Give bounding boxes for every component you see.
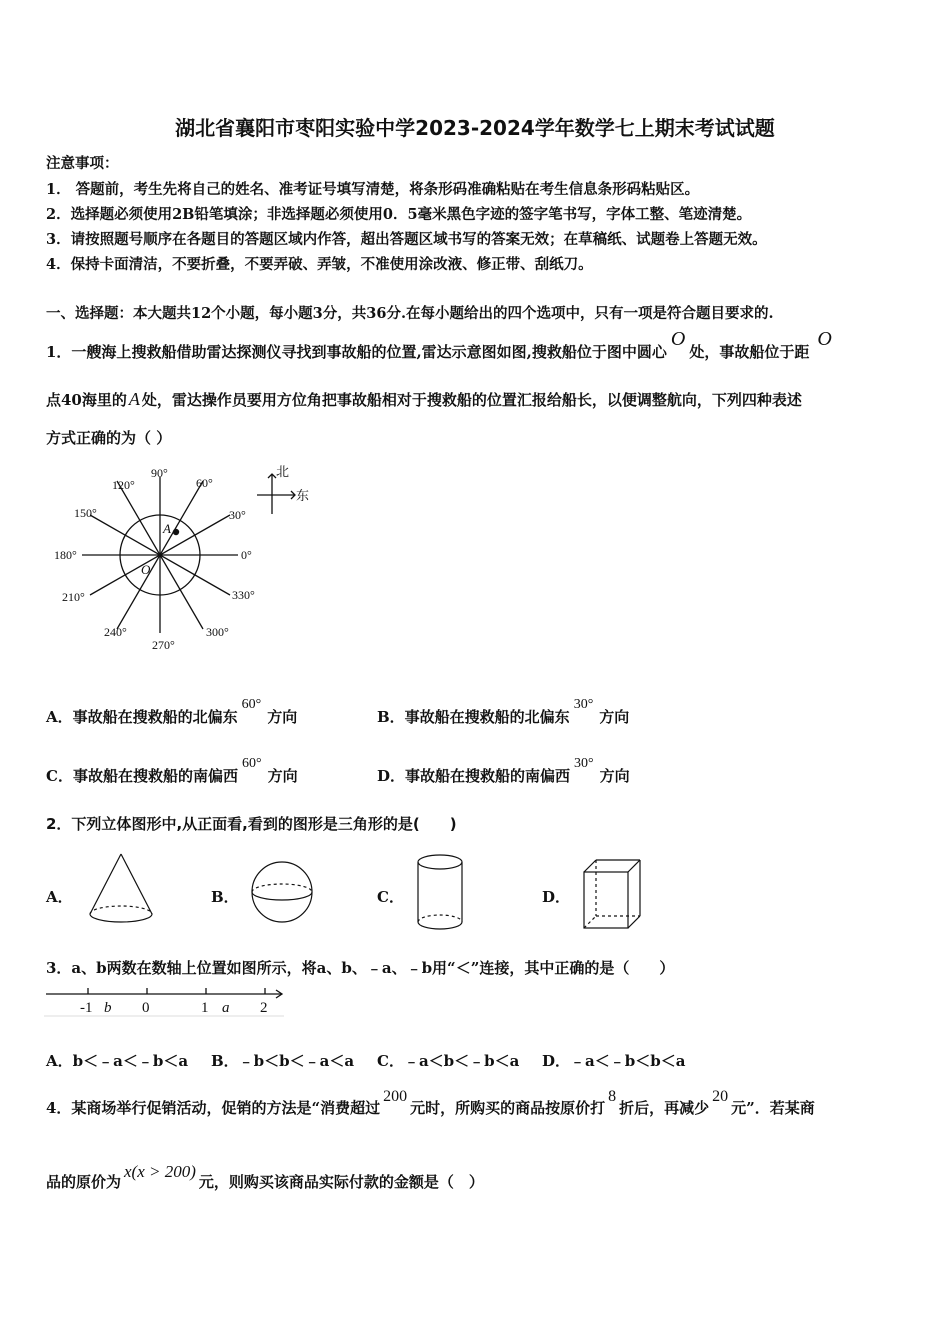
q2-text: 2．下列立体图形中,从正面看,看到的图形是三角形的是( )	[46, 815, 457, 833]
notice-item-1: 1． 答题前，考生先将自己的姓名、准考证号填写清楚，将条形码准确粘贴在考生信息条形码粘贴区。	[46, 181, 700, 198]
q4-text-1d: 元”．若某商	[731, 1099, 815, 1117]
angle-label-210: 210°	[62, 590, 85, 604]
q2-option-b-label[interactable]: B．	[211, 888, 239, 906]
q1-line-1	[46, 328, 832, 363]
notice-item-4: 4．保持卡面清洁，不要折叠，不要弄破、弄皱，不准使用涂改液、修正带、刮纸刀。	[46, 256, 593, 273]
q1-option-b-value: 30°	[573, 697, 594, 712]
axis-tick-1: 1	[201, 1000, 209, 1016]
q1-option-a-suffix: 方向	[267, 708, 298, 726]
angle-label-240: 240°	[104, 625, 127, 639]
axis-label-b: b	[104, 1000, 112, 1016]
q4-value-20: 20	[712, 1088, 729, 1105]
cuboid-shape	[580, 856, 644, 932]
q3-option-a[interactable]: A．b＜﹣a＜﹣b＜a	[46, 1052, 189, 1070]
angle-label-300: 300°	[206, 625, 229, 639]
q1-var-o-2: O	[817, 328, 832, 350]
section-heading: 一、选择题：本大题共12个小题，每小题3分，共36分.在每小题给出的四个选项中，只有一项是符合题目要求的.	[46, 305, 774, 322]
q2-option-c-label[interactable]: C．	[377, 888, 404, 906]
q1-var-a: A	[128, 389, 140, 409]
q3-option-d[interactable]: D．﹣a＜﹣b＜b＜a	[542, 1052, 686, 1070]
cone-shape	[86, 850, 156, 932]
q4-value-8: 8	[608, 1088, 617, 1105]
q1-text-1b: 处，事故船位于距	[689, 343, 810, 361]
q1-text-2b: 处，雷达操作员要用方位角把事故船相对于搜救船的位置汇报给船长，以便调整航向，下列四种表述	[141, 391, 802, 409]
sphere-shape	[245, 860, 320, 925]
q3-text: 3．a、b两数在数轴上位置如图所示，将a、b、﹣a、﹣b用“＜”连接，其中正确的是（ ）	[46, 959, 675, 977]
east-label: 东	[296, 488, 310, 503]
q3-option-b[interactable]: B．﹣b＜b＜﹣a＜a	[211, 1052, 355, 1070]
angle-label-150: 150°	[74, 506, 97, 520]
q1-option-d-suffix: 方向	[599, 767, 630, 785]
q4-line-2	[46, 1162, 484, 1192]
cylinder-shape	[412, 852, 468, 934]
notice-heading: 注意事项：	[46, 155, 119, 172]
q4-expression: x(x > 200)	[124, 1162, 196, 1181]
angle-label-330: 330°	[232, 588, 255, 602]
axis-tick-minus-1: -1	[80, 1000, 93, 1016]
angle-label-0: 0°	[241, 548, 252, 562]
angle-label-120: 120°	[112, 478, 135, 492]
angle-label-30: 30°	[229, 508, 246, 522]
q1-option-b-text: B．事故船在搜救船的北偏东	[377, 708, 570, 726]
q2-option-d-label[interactable]: D．	[542, 888, 571, 906]
q1-var-o: O	[670, 328, 686, 350]
notice-item-3: 3．请按照题号顺序在各题目的答题区域内作答，超出答题区域书写的答案无效；在草稿纸、试题卷上答题无效。	[46, 231, 767, 248]
q2-option-a-label[interactable]: A．	[46, 888, 73, 906]
angle-label-270: 270°	[152, 638, 175, 652]
q1-option-b-suffix: 方向	[599, 708, 630, 726]
q1-line-2	[46, 389, 802, 410]
page-title: 湖北省襄阳市枣阳实验中学2023-2024学年数学七上期末考试试题	[175, 116, 775, 140]
angle-label-90: 90°	[151, 466, 168, 480]
north-label: 北	[276, 464, 290, 479]
angle-label-180: 180°	[54, 548, 77, 562]
q1-option-a[interactable]	[46, 697, 298, 727]
q1-option-c-suffix: 方向	[267, 767, 298, 785]
q1-line-3: 方式正确的为（ ）	[46, 429, 172, 447]
q1-option-c-text: C．事故船在搜救船的南偏西	[46, 767, 238, 785]
q4-line-1	[46, 1088, 815, 1118]
q1-option-c[interactable]	[46, 756, 298, 786]
radar-diagram	[50, 462, 320, 657]
q4-text-1a: 4．某商场举行促销活动，促销的方法是“消费超过	[46, 1099, 381, 1117]
q4-text-2b: 元，则购买该商品实际付款的金额是（ ）	[198, 1173, 484, 1191]
q1-text-1a: 1．一艘海上搜救船借助雷达探测仪寻找到事故船的位置,雷达示意图如图,搜救船位于图中圆心	[46, 343, 667, 361]
q4-text-1c: 折后，再减少	[619, 1099, 710, 1117]
angle-label-60: 60°	[196, 476, 213, 490]
q4-text-2a: 品的原价为	[46, 1173, 122, 1191]
q1-option-d-value: 30°	[574, 756, 594, 771]
axis-tick-2: 2	[260, 1000, 268, 1016]
axis-label-a: a	[222, 1000, 230, 1016]
q3-option-c[interactable]: C．﹣a＜b＜﹣b＜a	[377, 1052, 520, 1070]
q1-option-d[interactable]	[377, 756, 630, 786]
q4-value-200: 200	[383, 1088, 408, 1105]
notice-item-2: 2．选择题必须使用2B铅笔填涂；非选择题必须使用0．5毫米黑色字迹的签字笔书写，字体工整、笔迹清楚。	[46, 206, 752, 223]
q1-option-a-text: A．事故船在搜救船的北偏东	[46, 708, 238, 726]
axis-tick-0: 0	[142, 1000, 150, 1016]
q1-text-2a: 点40海里的	[46, 391, 127, 409]
q1-option-d-text: D．事故船在搜救船的南偏西	[377, 767, 571, 785]
q1-option-b[interactable]	[377, 697, 630, 727]
number-line	[44, 986, 289, 1020]
q1-option-a-value: 60°	[241, 697, 262, 712]
q1-option-c-value: 60°	[241, 756, 262, 771]
point-a-dot	[173, 529, 179, 535]
point-o-label: O	[141, 562, 151, 577]
point-a-label: A	[163, 521, 171, 536]
q4-text-1b: 元时，所购买的商品按原价打	[410, 1099, 606, 1117]
